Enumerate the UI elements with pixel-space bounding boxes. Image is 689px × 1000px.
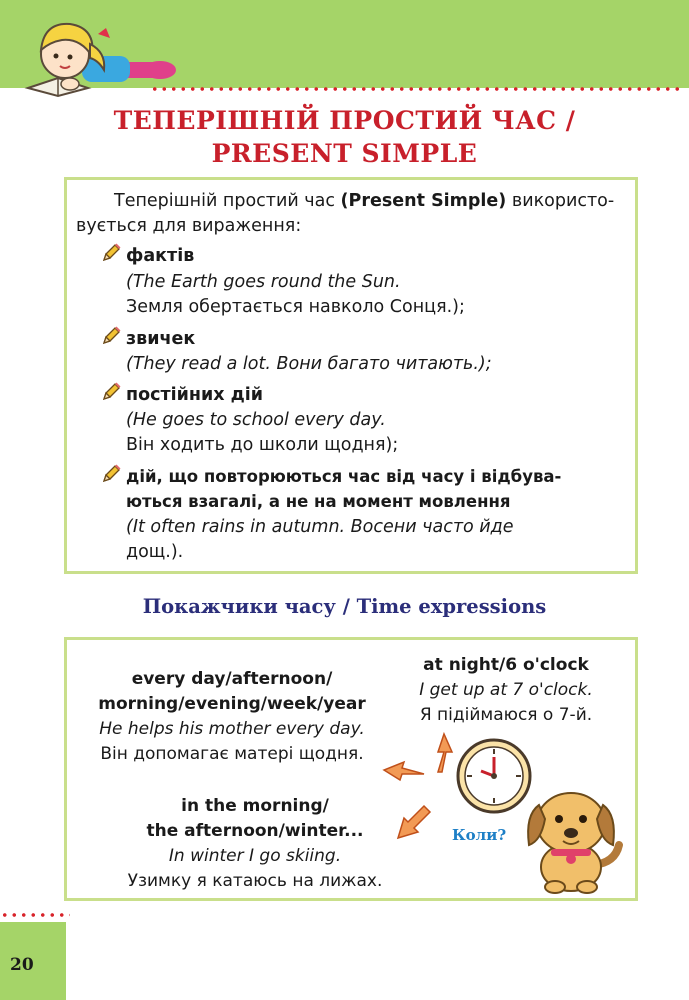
dog-illustration — [515, 775, 630, 895]
expr3-example-uk: Узимку я катаюсь на лижах. — [127, 871, 383, 891]
item4-line2: дощ.). — [126, 542, 184, 562]
intro-text-c: використо- — [511, 191, 615, 211]
expr2-example-uk: Я підіймаюся о 7-й. — [419, 705, 593, 725]
item4-label: дій, що повторюються час від часу і відбува- — [126, 467, 562, 486]
expr3-line1: in the morning/ — [181, 796, 329, 816]
item4-label-cont: ються взагалі, а не на момент мовлення — [126, 492, 511, 511]
page-title-line2: PRESENT SIMPLE — [211, 139, 478, 168]
item2-label: звичек — [126, 329, 196, 349]
expr1-line2: morning/evening/week/year — [98, 694, 366, 714]
item4-line1: (It often rains in autumn. Восени часто йде — [126, 517, 514, 537]
dotted-divider-bottom — [0, 912, 70, 918]
expr3-example-en: In winter I go skiing. — [168, 846, 342, 866]
expr1-example-uk: Він допомагає матері щодня. — [100, 744, 364, 764]
expr2-line1: at night/6 o'clock — [423, 655, 589, 675]
arrow-up-icon — [438, 734, 452, 772]
intro-line-1 — [114, 190, 614, 212]
item3-label: постійних дій — [126, 385, 264, 405]
question-label: Коли? — [452, 826, 507, 844]
section-heading: Покажчики часу / Time expressions — [142, 595, 547, 618]
page-title-line1: ТЕПЕРІШНІЙ ПРОСТИЙ ЧАС / — [113, 106, 576, 135]
girl-reading-illustration — [10, 4, 180, 100]
expr1-example-en: He helps his mother every day. — [99, 719, 365, 739]
arrow-down-left-icon — [398, 806, 430, 838]
intro-text-a: Теперішній простий час — [114, 191, 335, 211]
pencil-icon — [100, 325, 122, 347]
item1-line1: (The Earth goes round the Sun. — [126, 272, 401, 292]
intro-line-2: вується для вираження: — [76, 216, 302, 236]
pencil-icon — [100, 242, 122, 264]
dotted-divider-top — [150, 86, 680, 92]
pencil-icon — [100, 381, 122, 403]
item2-line1: (They read a lot. Вони багато читають.); — [126, 354, 492, 374]
expr3-line2: the afternoon/winter... — [146, 821, 364, 841]
expr1-line1: every day/afternoon/ — [131, 669, 333, 689]
page-number: 20 — [10, 955, 34, 975]
item1-label: фактів — [126, 246, 195, 266]
arrow-left-icon — [384, 762, 424, 780]
pencil-icon — [100, 463, 122, 485]
item3-line2: Він ходить до школи щодня); — [126, 435, 399, 455]
expr2-example-en: I get up at 7 o'clock. — [419, 680, 593, 700]
item3-line1: (He goes to school every day. — [126, 410, 386, 430]
item1-line2: Земля обертається навколо Сонця.); — [126, 297, 465, 317]
intro-text-b: (Present Simple) — [340, 191, 507, 211]
